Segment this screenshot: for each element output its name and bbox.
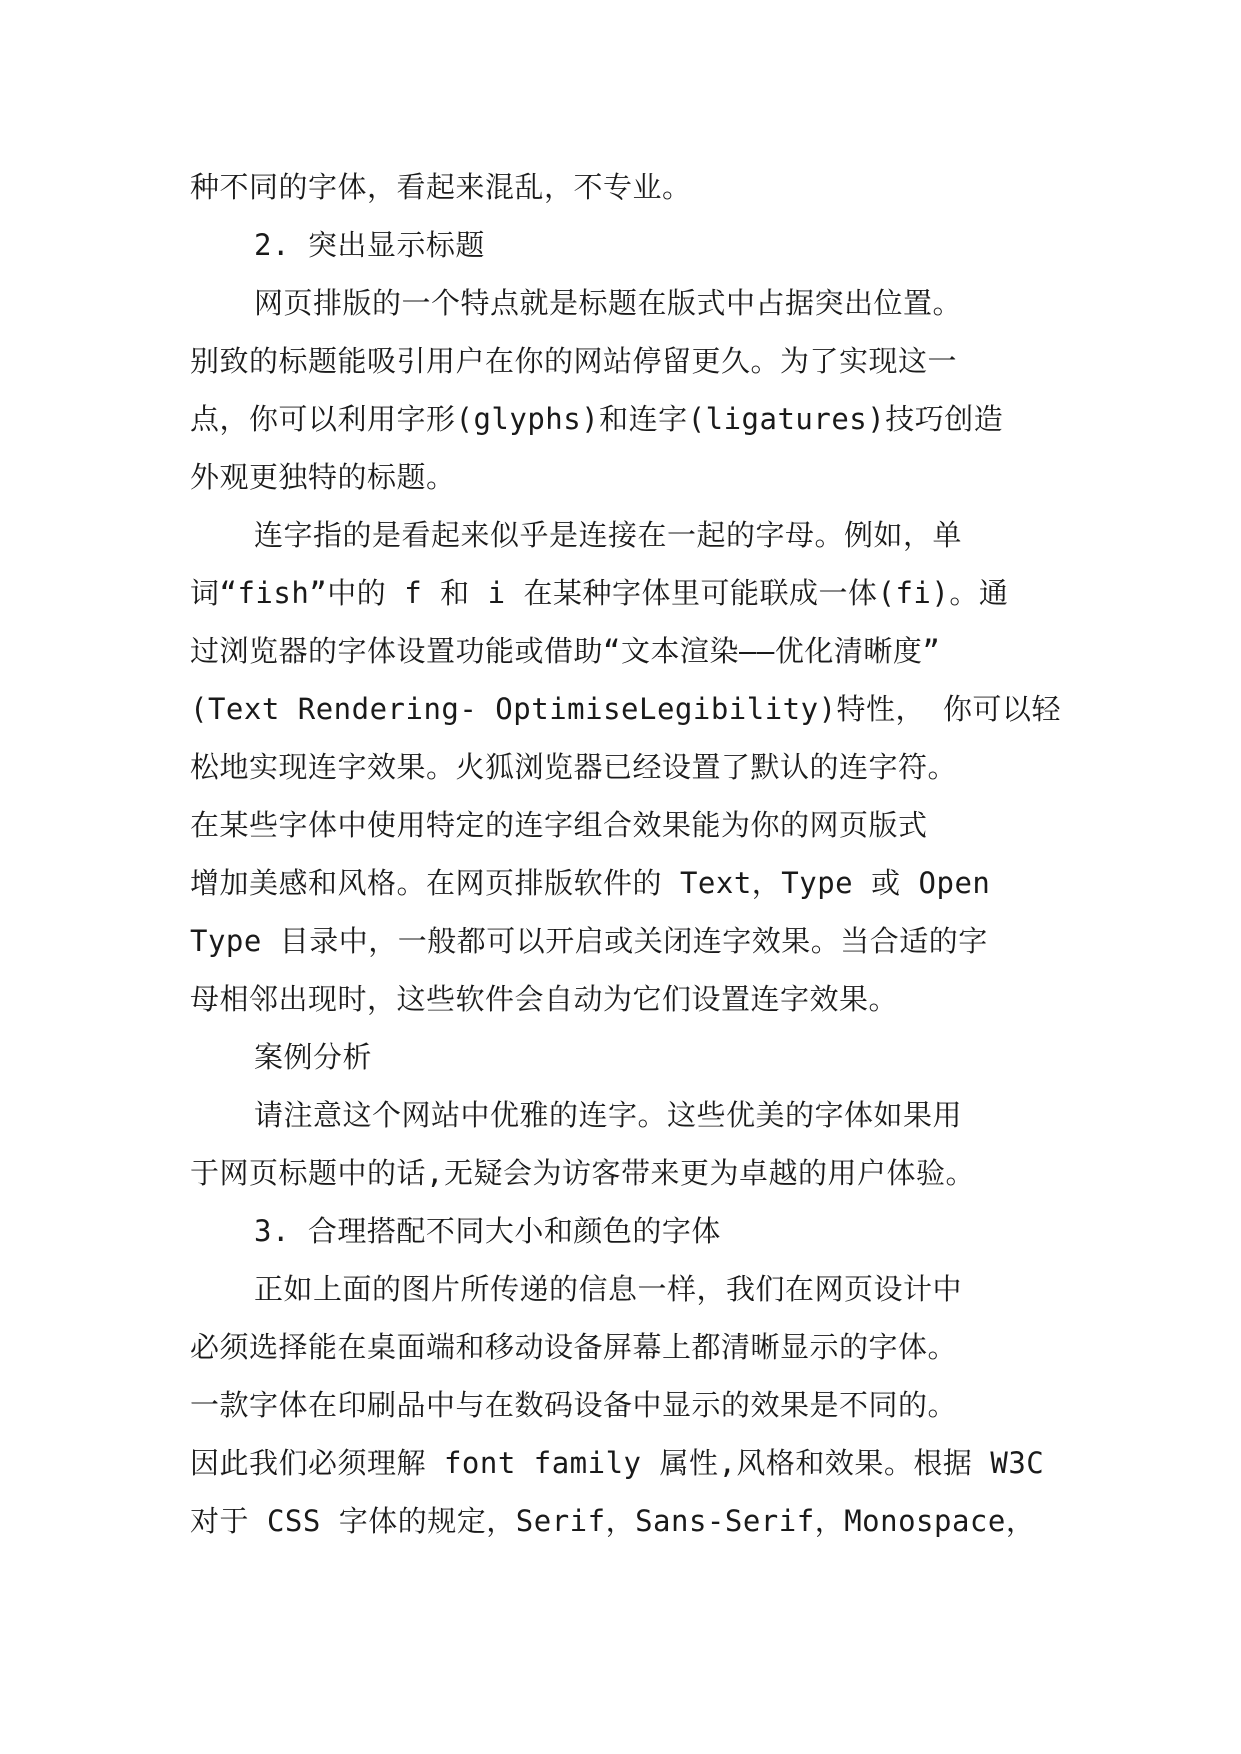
text-line: 2. 突出显示标题 (254, 228, 485, 262)
text-line: 增加美感和风格。在网页排版软件的 Text，Type 或 Open (190, 866, 991, 900)
text-line: 3. 合理搭配不同大小和颜色的字体 (254, 1214, 721, 1248)
paragraph (190, 1260, 1050, 1550)
text-line: 案例分析 (254, 1040, 373, 1074)
text-line: 于网页标题中的话,无疑会为访客带来更为卓越的用户体验。 (190, 1156, 975, 1190)
text-line: 在某些字体中使用特定的连字组合效果能为你的网页版式 (190, 808, 928, 842)
text-line: 词“fish”中的 f 和 i 在某种字体里可能联成一体(fi)。通 (190, 576, 1009, 610)
text-line: 过浏览器的字体设置功能或借助“文本渲染——优化清晰度” (190, 634, 941, 668)
paragraph (190, 158, 1050, 216)
paragraph (190, 506, 1062, 1028)
text-line: 母相邻出现时，这些软件会自动为它们设置连字效果。 (190, 982, 899, 1016)
text-line: 外观更独特的标题。 (190, 460, 456, 494)
text-line: 网页排版的一个特点就是标题在版式中占据突出位置。 (254, 286, 963, 320)
paragraph (190, 274, 1050, 506)
paragraph (190, 1086, 1050, 1202)
text-line: 种不同的字体，看起来混乱，不专业。 (190, 170, 692, 204)
text-line: 连字指的是看起来似乎是连接在一起的字母。例如，单 (254, 518, 963, 552)
text-line: 松地实现连字效果。火狐浏览器已经设置了默认的连字符。 (190, 750, 958, 784)
document-body (190, 158, 1062, 1550)
paragraph (190, 1202, 1050, 1260)
paragraph (190, 1028, 1050, 1086)
paragraph (190, 216, 1050, 274)
text-line: 必须选择能在桌面端和移动设备屏幕上都清晰显示的字体。 (190, 1330, 958, 1364)
text-line: Type 目录中，一般都可以开启或关闭连字效果。当合适的字 (190, 924, 988, 958)
text-line: 对于 CSS 字体的规定，Serif，Sans-Serif，Monospace， (190, 1504, 1036, 1538)
text-line: (Text Rendering- OptimiseLegibility)特性， 你可以轻 (190, 692, 1062, 726)
text-line: 正如上面的图片所传递的信息一样，我们在网页设计中 (254, 1272, 963, 1306)
text-line: 一款字体在印刷品中与在数码设备中显示的效果是不同的。 (190, 1388, 958, 1422)
text-line: 点，你可以利用字形(glyphs)和连字(ligatures)技巧创造 (190, 402, 1004, 436)
text-line: 别致的标题能吸引用户在你的网站停留更久。为了实现这一 (190, 344, 958, 378)
text-line: 因此我们必须理解 font family 属性,风格和效果。根据 W3C (190, 1446, 1045, 1480)
text-line: 请注意这个网站中优雅的连字。这些优美的字体如果用 (254, 1098, 963, 1132)
